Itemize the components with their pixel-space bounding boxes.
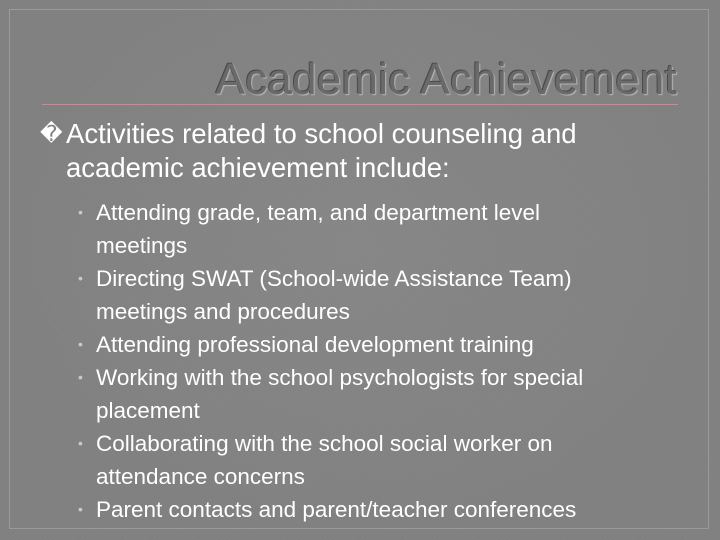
list-item (78, 493, 698, 526)
list-item-line1: Attending professional development training (96, 332, 534, 357)
bullet-icon: • (78, 204, 83, 220)
list-item (78, 196, 698, 262)
lead-paragraph (40, 117, 680, 185)
bullet-icon: • (78, 270, 83, 286)
lead-bullet-icon: � (40, 121, 63, 146)
list-item-line2: meetings and procedures (96, 299, 350, 324)
list-item-line1: Directing SWAT (School-wide Assistance Team) (96, 266, 572, 291)
bullet-icon: • (78, 435, 83, 451)
list-item-line1: Parent contacts and parent/teacher conferences (96, 497, 577, 522)
list-item-line1: Attending grade, team, and department level (96, 200, 541, 225)
slide-title: Academic Achievement (215, 55, 677, 104)
title-divider (42, 104, 678, 105)
list-item (78, 361, 698, 427)
list-item-line2: meetings (96, 233, 188, 258)
list-item (78, 427, 698, 493)
bullet-icon: • (78, 501, 83, 517)
bullet-icon: • (78, 336, 83, 352)
activities-list (78, 196, 698, 526)
list-item-line2: placement (96, 398, 200, 423)
bullet-icon: • (78, 369, 83, 385)
lead-text-line2: academic achievement include: (66, 152, 450, 183)
lead-text-line1: Activities related to school counseling and (66, 118, 577, 149)
list-item-line1: Working with the school psychologists for special (96, 365, 584, 390)
list-item-line1: Collaborating with the school social worker on (96, 431, 553, 456)
list-item (78, 262, 698, 328)
list-item (78, 328, 698, 361)
list-item-line2: attendance concerns (96, 464, 305, 489)
